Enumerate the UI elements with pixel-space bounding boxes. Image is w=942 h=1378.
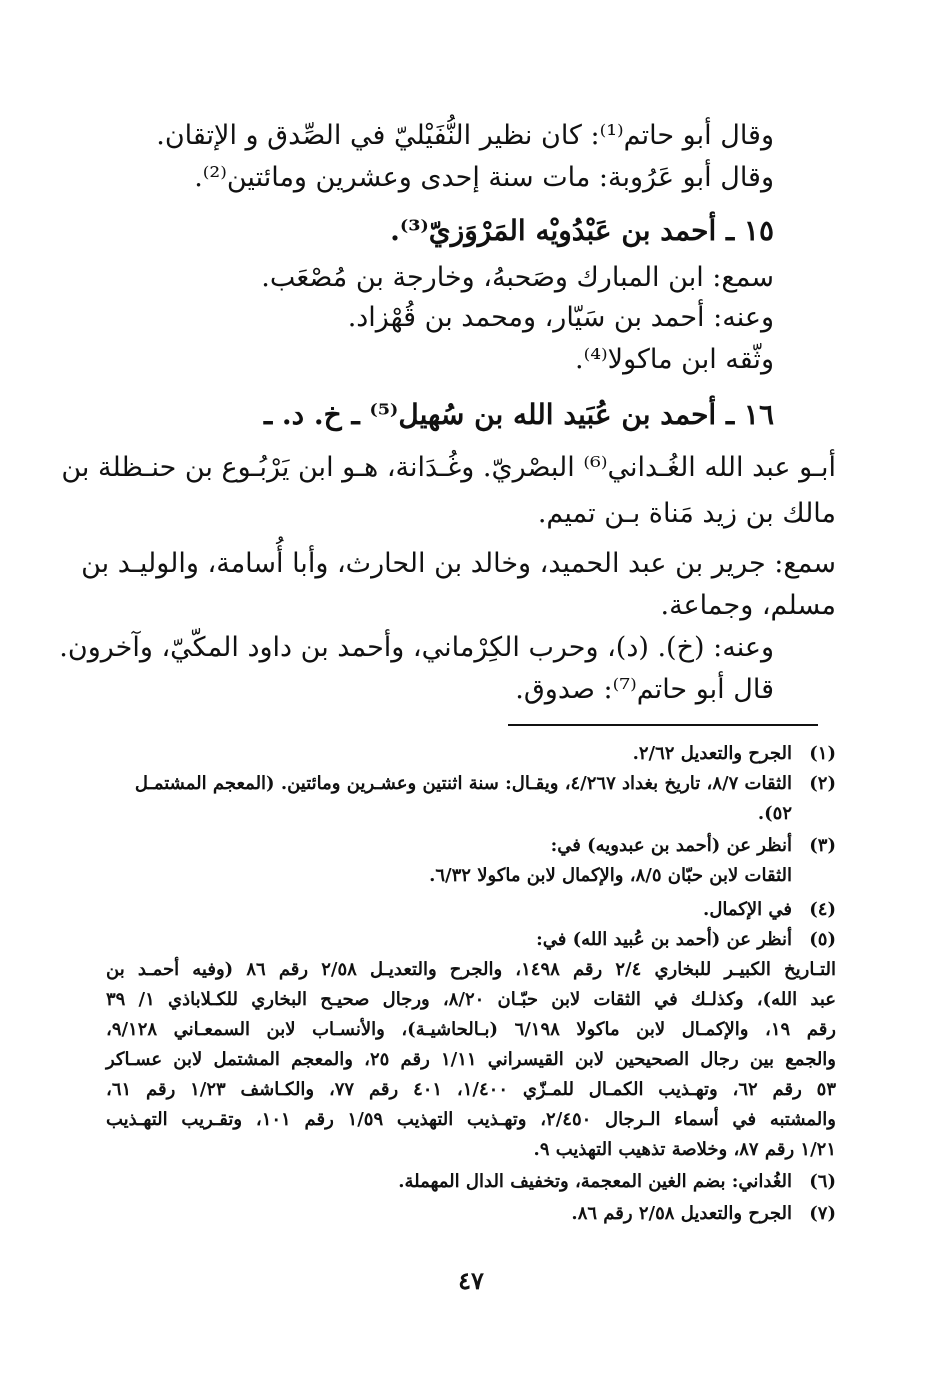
body-line-trusted: وثّقه ابن ماكولا⁽⁴⁾. — [575, 344, 774, 375]
body-line-saduq: قال أبو حاتم⁽⁷⁾: صدوق. — [515, 674, 774, 705]
footnote-7 — [106, 1200, 836, 1228]
footnote-3 — [106, 832, 836, 860]
footnote-5 — [106, 926, 836, 954]
footnote-text: أنظر عن (أحمد بن عبدويه) في: — [550, 835, 792, 856]
footnote-6 — [106, 1168, 836, 1196]
footnote-number: (٢) — [809, 773, 836, 794]
footnote-5-line-8: ١/٢١ رقم ٨٧، وخلاصة تذهيب التهذيب ٩. — [533, 1139, 836, 1160]
page-number: ٤٧ — [458, 1266, 484, 1295]
footnote-5-line-7: والمشتبه في أسماء الـرجال ٢/٤٥٠، وتهـذيب التهذيب ١/٥٩ رقم ١٠١، وتقـريب التهـذيب — [106, 1109, 836, 1130]
footnote-number: (١) — [809, 743, 836, 764]
footnote-number: (٥) — [809, 929, 836, 950]
footnote-text: أنظر عن (أحمد بن عُبيد الله) في: — [536, 929, 792, 950]
footnote-number: (٦) — [809, 1171, 836, 1192]
entry-heading-15: ١٥ ـ أحمد بن عَبْدُويْه المَرْوَزيّ⁽³⁾. — [390, 214, 774, 247]
footnote-text: الجرح والتعديل ٢/٥٨ رقم ٨٦. — [571, 1203, 792, 1224]
footnote-2 — [106, 770, 836, 798]
footnote-5-line-6: ٥٣ رقم ٦٢، وتهـذيب الكمـال للمـزّي ١/٤٠٠، ٤٠١ رقم ٧٧، والكـاشف ١/٢٣ رقم ٦١، — [106, 1079, 837, 1100]
footnote-number: (٣) — [809, 835, 836, 856]
body-paragraph-nisba-line-2: مالك بن زيد مَناة بـن تميم. — [537, 498, 836, 529]
footnote-5-line-5: والجمع بين رجال الصحيحين لابن القيسراني ١/١١ رقم ٢٥، والمعجم المشتمل لابن عسـاكر — [106, 1049, 836, 1070]
footnote-5-line-2: التـاريخ الكبيـر للبخاري ٢/٤ رقم ١٤٩٨، والجرح والتعديـل ٢/٥٨ رقم ٨٦ (وفيه أحمـد بن — [106, 959, 837, 980]
body-line-narrators: وعنه: أحمد بن سَيّار، ومحمد بن قُهْزاد. — [347, 302, 774, 333]
entry-heading-16: ١٦ ـ أحمد بن عُبَيد الله بن سُهيل⁽⁵⁾ ـ خ. د. ـ — [263, 398, 774, 431]
footnote-4 — [106, 896, 836, 924]
footnote-1 — [106, 740, 836, 768]
body-line-students: وعنه: (خ). (د)، وحرب الكِرْماني، وأحمد بن داود المكّيّ، وآخرون. — [59, 632, 774, 663]
footnote-separator — [508, 724, 818, 726]
body-line-abu-aruba: وقال أبو عَرُوبة: مات سنة إحدى وعشرين ومائتين⁽²⁾. — [194, 162, 774, 193]
footnote-5-line-4: رقم ١٩، والإكمـال لابن ماكولا ٦/١٩٨ (بـالحاشيـة)، والأنسـاب لابن السمعـاني ٩/١٢٨، — [106, 1019, 836, 1040]
footnote-text: في الإكمال. — [703, 899, 792, 920]
body-paragraph-nisba-line-1: أبـو عبد الله الغُـداني⁽⁶⁾ البصْريّ. وغُـدَانة، هـو ابن يَرْبُـوع بن حنـظلة بن — [61, 452, 836, 483]
footnote-text: الجرح والتعديل ٢/٦٢. — [632, 743, 792, 764]
footnote-text: الغُداني: بضم الغين المعجمة، وتخفيف الدال المهملة. — [398, 1171, 792, 1192]
footnote-number: (٤) — [809, 899, 836, 920]
body-line-heard-from: سمع: ابن المبارك وصَحبهُ، وخارجة بن مُصْعَب. — [261, 262, 774, 293]
body-line-abu-hatim: وقال أبو حاتم⁽¹⁾: كان نظير النُّفَيْليّ في الصِّدق و الإتقان. — [156, 120, 774, 151]
footnote-text: الثقات ٨/٧، تاريخ بغداد ٤/٢٦٧، ويقـال: سنة اثنتين وعشـرين ومائتين. (المعجم المشتمـل — [134, 773, 792, 794]
body-paragraph-teachers-line-2: مسلم، وجماعة. — [660, 590, 836, 621]
footnote-2-continued: ٥٢). — [757, 803, 792, 824]
footnote-5-line-3: عبد الله)، وكذلـك في الثقات لابن حبّـان ٨/٢٠، ورجال صحيـح البخاري للكـلاباذي ١/ ٣٩ — [106, 989, 836, 1010]
footnote-3-continued: الثقات لابن حبّان ٨/٥، والإكمال لابن ماكولا ٦/٣٢. — [429, 865, 792, 886]
footnote-number: (٧) — [809, 1203, 836, 1224]
body-paragraph-teachers-line-1: سمع: جرير بن عبد الحميد، وخالد بن الحارث، وأبا أُسامة، والوليـد بن — [81, 548, 836, 579]
